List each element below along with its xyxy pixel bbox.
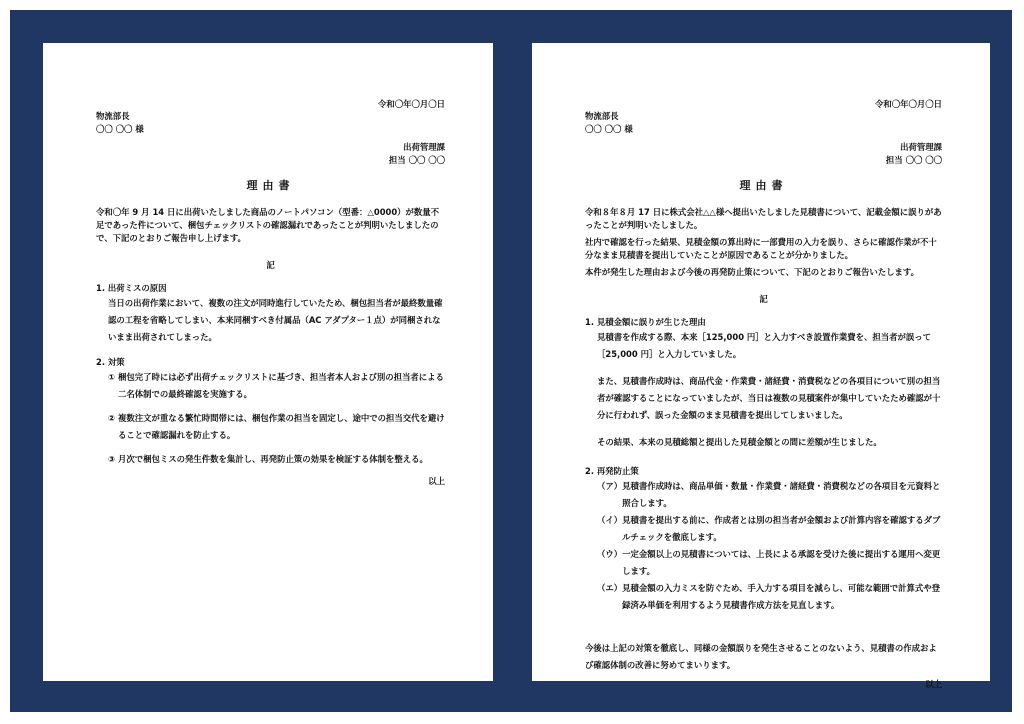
document-page-right <box>532 43 990 689</box>
intro-paragraph: 令和〇年 9 月 14 日に出荷いたしました商品のノートパソコン（型番：△0000）が数量不足であった件について、梱包チェックリストの確認漏れであったことが判明いたしましたので、下記のとおりご報告申し上げます。 <box>96 207 440 243</box>
list-marker: ③ <box>108 454 119 464</box>
list-marker: （ア） <box>597 481 623 491</box>
list-marker: ② <box>108 413 119 423</box>
list-item <box>108 369 445 403</box>
document-page-left <box>43 43 493 681</box>
list-item <box>108 451 445 468</box>
closing-ijo: 以上 <box>428 476 445 486</box>
list-marker: （エ） <box>597 583 623 593</box>
spacer <box>585 614 942 640</box>
list-text: 見積書作成時は、商品単価・数量・作業費・諸経費・消費税などの各項目を元資料と照合します。 <box>622 481 941 508</box>
addressee-dept: 物流部長 <box>585 111 619 121</box>
intro-paragraph-2: 社内で確認を行った結果、見積金額の算出時に一部費用の入力を誤り、さらに確認作業が不十分なまま見積書を提出していたことが原因であることが分かりました。 <box>585 237 937 260</box>
reason-paragraph-2: また、見積書作成時は、商品代金・作業費・諸経費・消費税などの各項目について別の担当者が確認することになっていましたが、当日は複数の見積案件が集中していたため確認が十分に行われず、誤った金額のまま見積書を提出してしまいました。 <box>597 376 941 420</box>
list-marker: ① <box>108 372 119 382</box>
section-heading-cause: 1. 出荷ミスの原因 <box>96 283 167 293</box>
list-item <box>597 512 942 546</box>
list-text: 見積金額の入力ミスを防ぐため、手入力する項目を減らし、可能な範囲で計算式や登録済み単価を利用するよう見積書作成方法を見直します。 <box>622 583 941 610</box>
document-title: 理由書 <box>739 179 788 192</box>
sender-dept: 出荷管理課 <box>900 142 942 152</box>
addressee-name: 〇〇 〇〇 様 <box>585 124 633 134</box>
ki-label: 記 <box>266 260 275 270</box>
list-item <box>597 478 942 512</box>
prevention-list <box>585 478 942 614</box>
section-heading-prevention: 2. 再発防止策 <box>585 466 639 476</box>
intro-paragraph-1: 令和８年８月 17 日に株式会社△△様へ提出いたしました見積書について、記載金額に誤りがあったことが判明いたしました。 <box>585 207 942 230</box>
list-text: 見積書を提出する前に、作成者とは別の担当者が金額および計算内容を確認するダブルチェックを徹底します。 <box>622 515 941 542</box>
ki-label: 記 <box>759 294 768 304</box>
measures-list <box>96 369 445 468</box>
reason-paragraph-1: 見積書を作成する際、本来［125,000 円］と入力すべき設置作業費を、担当者が誤って［25,000 円］と入力していました。 <box>597 332 932 359</box>
list-text: 月次で梱包ミスの発生件数を集計し、再発防止策の効果を検証する体制を整える。 <box>118 454 428 464</box>
closing-ijo: 以上 <box>925 679 942 689</box>
list-marker: （ウ） <box>597 549 623 559</box>
list-text: 複数注文が重なる繁忙時間帯には、梱包作業の担当を固定し、途中での担当交代を避けることで確認漏れを防止する。 <box>118 413 445 440</box>
list-text: 梱包完了時には必ず出荷チェックリストに基づき、担当者本人および別の担当者による二名体制での最終確認を実施する。 <box>118 372 444 399</box>
document-date: 令和〇年〇月〇日 <box>875 99 942 109</box>
addressee-dept: 物流部長 <box>96 111 130 121</box>
list-item <box>597 580 942 614</box>
sender-person: 担当 〇〇 〇〇 <box>388 155 445 165</box>
closing-paragraph: 今後は上記の対策を徹底し、同様の金額誤りを発生させることのないよう、見積書の作成および確認体制の改善に努めてまいります。 <box>585 643 937 670</box>
intro-paragraph-3: 本件が発生した理由および今後の再発防止策について、下記のとおりご報告いたします。 <box>585 267 919 277</box>
list-item <box>108 410 445 444</box>
list-marker: （イ） <box>597 515 623 525</box>
section-heading-measures: 2. 対策 <box>96 357 125 367</box>
section-heading-reason: 1. 見積金額に誤りが生じた理由 <box>585 317 706 327</box>
sender-person: 担当 〇〇 〇〇 <box>885 155 942 165</box>
list-item <box>597 546 942 580</box>
document-date: 令和〇年〇月〇日 <box>378 99 445 109</box>
document-title: 理由書 <box>246 179 295 192</box>
reason-paragraph-3: その結果、本来の見積総額と提出した見積金額との間に差額が生じました。 <box>597 437 882 447</box>
section-body-cause: 当日の出荷作業において、複数の注文が同時進行していたため、梱包担当者が最終数量確認の工程を省略してしまい、本来同梱すべき付属品（AC アダプター１点）が同梱されないまま出荷されてしまった。 <box>108 298 443 342</box>
document-frame <box>10 10 1012 712</box>
sender-dept: 出荷管理課 <box>403 142 445 152</box>
addressee-name: 〇〇 〇〇 様 <box>96 124 144 134</box>
list-text: 一定金額以上の見積書については、上長による承認を受けた後に提出する運用へ変更します。 <box>622 549 941 576</box>
